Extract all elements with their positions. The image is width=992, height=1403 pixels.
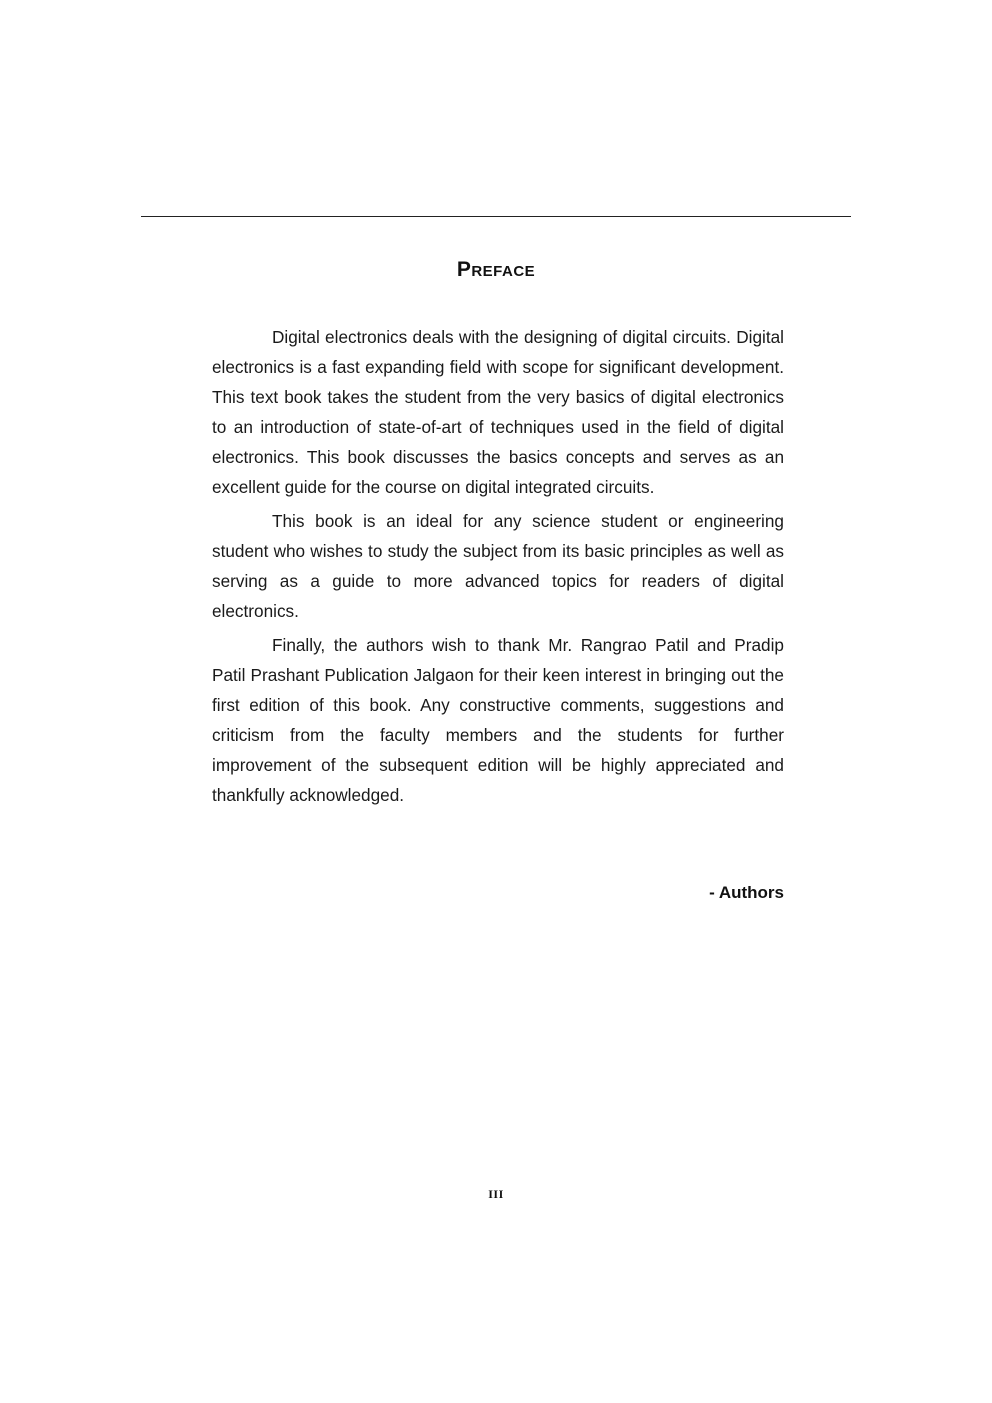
- page-number: III: [488, 1187, 504, 1201]
- preface-body: [212, 322, 784, 814]
- top-divider-rule: [141, 216, 851, 217]
- preface-paragraph-3: Finally, the authors wish to thank Mr. Rangrao Patil and Pradip Patil Prashant Publication Jalgaon for their keen interest in bringing out the first edition of this book. Any constructive comments, suggestions and criticism from the faculty members and the students for further improvement of the subsequent edition will be highly appreciated and thankfully acknowledged.: [212, 635, 784, 805]
- authors-signature: - Authors: [709, 883, 784, 902]
- preface-paragraph-2: This book is an ideal for any science student or engineering student who wishes to study the subject from its basic principles as well as serving as a guide to more advanced topics for readers of digital electronics.: [212, 511, 784, 621]
- page-title: Preface: [456, 258, 536, 281]
- preface-paragraph-1: Digital electronics deals with the designing of digital circuits. Digital electronics is a fast expanding field with scope for significant development. This text book takes the student from the very basics of digital electronics to an introduction of state-of-art of techniques used in the field of digital electronics. This book discusses the basics concepts and serves as an excellent guide for the course on digital integrated circuits.: [212, 327, 784, 497]
